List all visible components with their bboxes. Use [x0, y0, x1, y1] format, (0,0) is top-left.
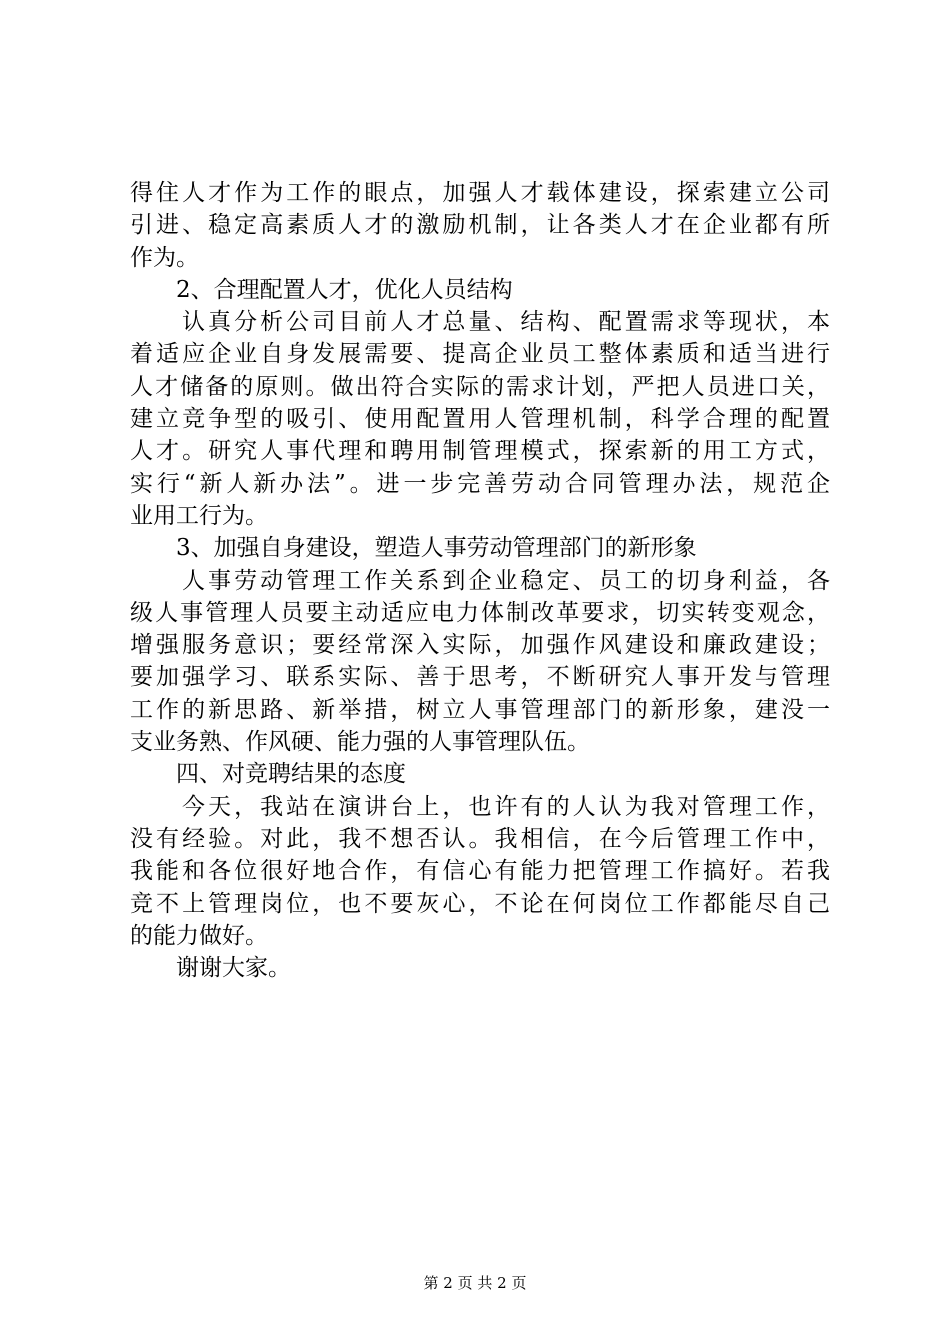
body-line: 支业务熟、作风硬、能力强的人事管理队伍。: [130, 729, 590, 756]
body-line: 作为。: [130, 244, 199, 271]
paragraph-first-line: 今天，我站在演讲台上，也许有的人认为我对管理工作，: [182, 793, 830, 820]
paragraph-first-line: 人事劳动管理工作关系到企业稳定、员工的切身利益，各: [182, 567, 830, 594]
body-line: 我能和各位很好地合作，有信心有能力把管理工作搞好。若我: [130, 858, 830, 885]
body-line: 级人事管理人员要主动适应电力体制改革要求，切实转变观念，: [130, 599, 830, 626]
body-line: 得住人才作为工作的眼点，加强人才载体建设，探索建立公司: [130, 180, 830, 206]
body-line: 实行“新人新办法”。进一步完善劳动合同管理办法，规范企: [130, 470, 830, 497]
document-body: [130, 177, 830, 984]
paragraph-first-line: 认真分析公司目前人才总量、结构、配置需求等现状，本: [182, 309, 830, 336]
section-heading: 3、加强自身建设，塑造人事劳动管理部门的新形象: [176, 535, 697, 562]
section-heading: 四、对竞聘结果的态度: [176, 761, 406, 788]
page-footer: [0, 1273, 950, 1293]
body-line: 没有经验。对此，我不想否认。我相信，在今后管理工作中，: [130, 825, 830, 852]
body-line: 人才储备的原则。做出符合实际的需求计划，严把人员进口关，: [130, 373, 830, 400]
section-heading: 2、合理配置人才，优化人员结构: [176, 276, 513, 303]
body-line: 工作的新思路、新举措，树立人事管理部门的新形象，建没一: [130, 696, 830, 723]
body-line: 要加强学习、联系实际、善于思考，不断研究人事开发与管理: [130, 664, 830, 691]
body-line: 引进、稳定高素质人才的激励机制，让各类人才在企业都有所: [130, 212, 830, 239]
page-number-label: 第 2 页 共 2 页: [423, 1274, 527, 1292]
body-line: 人才。研究人事代理和聘用制管理模式，探索新的用工方式，: [130, 438, 830, 465]
body-line: 的能力做好。: [130, 922, 268, 949]
body-line: 增强服务意识；要经常深入实际，加强作风建设和廉政建设；: [130, 632, 830, 659]
body-line: 建立竞争型的吸引、使用配置用人管理机制，科学合理的配置: [130, 406, 830, 433]
body-line: 业用工行为。: [130, 502, 268, 529]
closing-line: 谢谢大家。: [176, 955, 291, 982]
body-line: 着适应企业自身发展需要、提高企业员工整体素质和适当进行: [130, 341, 830, 368]
body-line: 竞不上管理岗位，也不要灰心，不论在何岗位工作都能尽自己: [130, 890, 830, 917]
